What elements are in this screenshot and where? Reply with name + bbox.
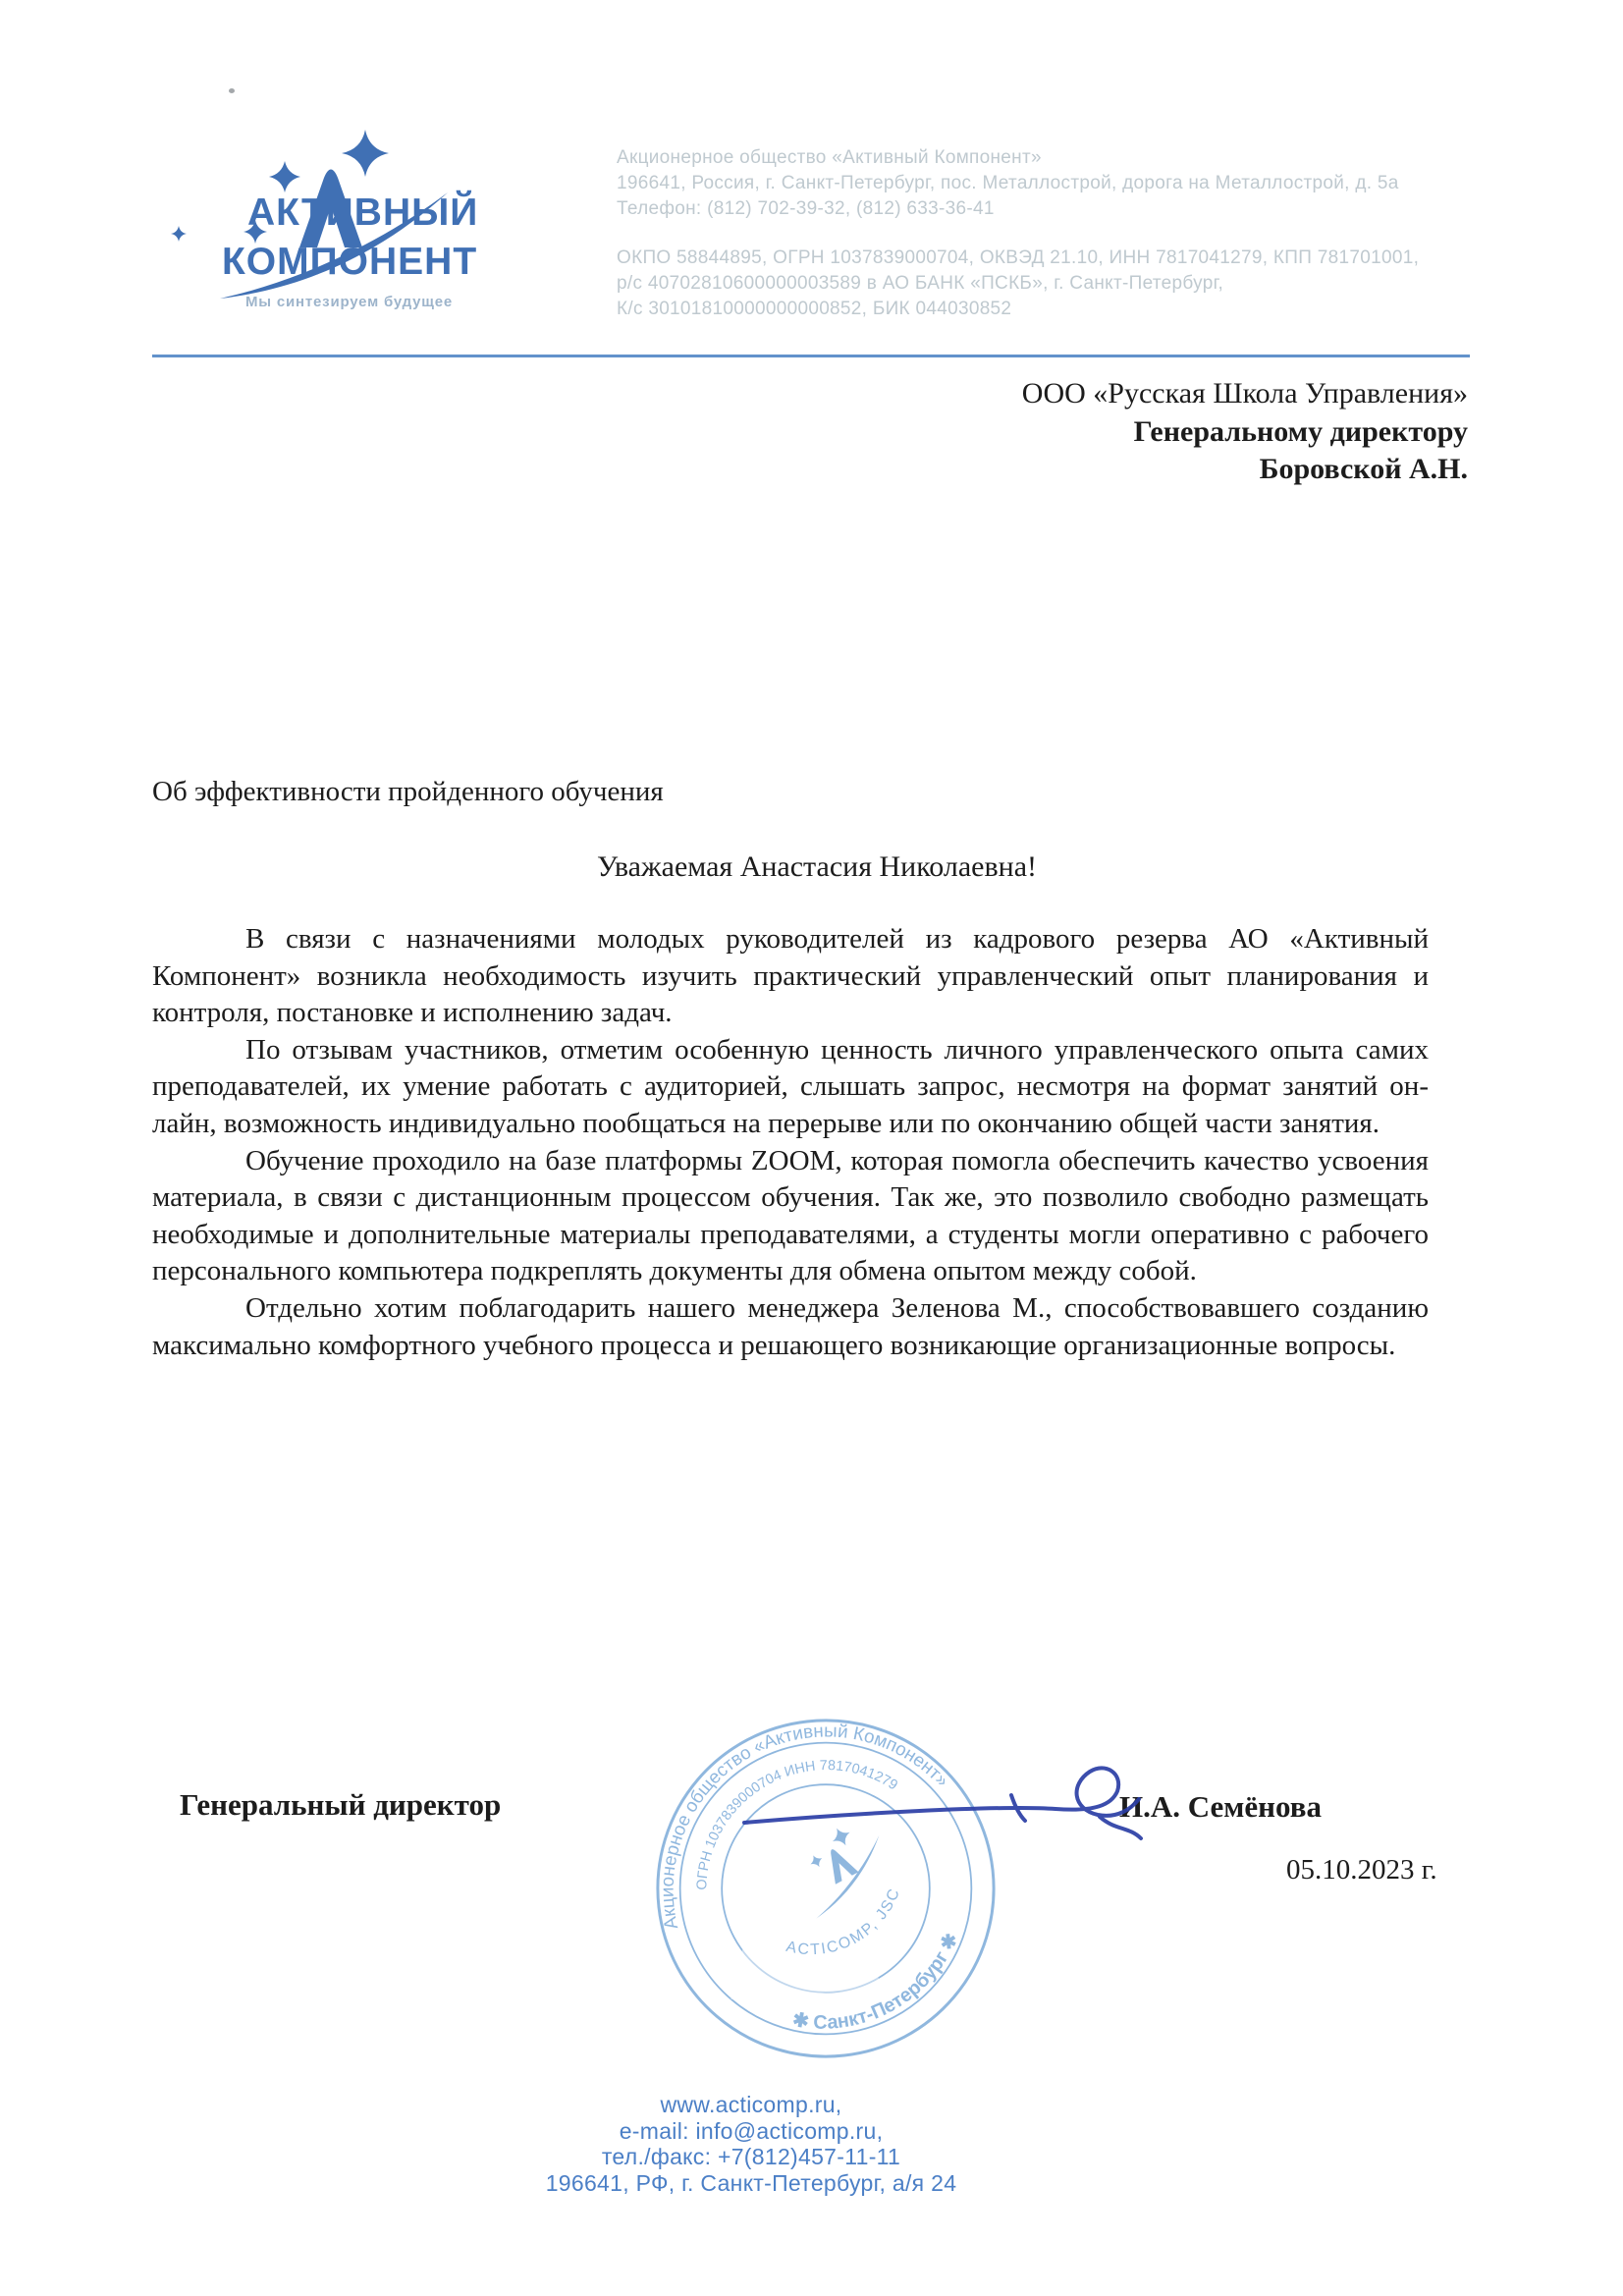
stamp-inner-text: ОГРН 1037839000704 ИНН 7817041279: [694, 1758, 900, 1890]
recipient-position: Генеральному директору: [1133, 414, 1468, 448]
star-icon: [171, 226, 187, 242]
corporate-info: [617, 145, 1481, 322]
corporate-info-block-1: [617, 145, 1481, 222]
paragraph: По отзывам участников, отметим особенную ценность личного управленческого опыта самих преподавателей, их умение работать с аудиторией, слышать запрос, несмотря на формат занятий он-лайн, возможность индивидуально пообщаться на перерыве или по окончанию общей части занятия.: [152, 1033, 1429, 1139]
stamp-city-text: ✱ Санкт-Петербург ✱: [790, 1930, 963, 2034]
star-icon: [269, 161, 300, 192]
corp-line: р/с 40702810600000003589 в АО БАНК «ПСКБ», г. Санкт-Петербург,: [617, 273, 1224, 294]
footer-email: e-mail: info@acticomp.ru,: [619, 2117, 884, 2144]
footer-website: www.acticomp.ru,: [660, 2092, 842, 2117]
logo-word-1: АКТИВНЫЙ: [247, 191, 479, 234]
corp-line: ОКПО 58844895, ОГРН 1037839000704, ОКВЭД 21.10, ИНН 7817041279, КПП 781701001,: [617, 247, 1420, 268]
signature-date: 05.10.2023 г.: [1286, 1854, 1437, 1886]
stamp-center-text: ACTICOMP, JSC: [784, 1885, 904, 1959]
paragraph: Обучение проходило на базе платформы ZOOM, которая помогла обеспечить качество усвоения материала, в связи с дистанционным процессом обучения. Так же, это позволило свободно размещать необходимые и дополнительные материалы преподавателями, а студенты могли оперативно с рабочего персонального компьютера подкреплять документы для обмена опытом между собой.: [152, 1144, 1429, 1287]
corporate-info-block-2: [617, 246, 1481, 322]
logo-tagline: Мы синтезируем будущее: [245, 294, 454, 310]
corp-line: К/с 30101810000000000852, БИК 044030852: [617, 299, 1012, 319]
recipient-company: ООО «Русская Школа Управления»: [1021, 377, 1468, 410]
greeting-line: Уважаемая Анастасия Николаевна!: [597, 850, 1038, 883]
handwritten-signature: [677, 1736, 1168, 1869]
company-logo: [157, 86, 481, 322]
corp-line: Акционерное общество «Активный Компонент»: [617, 147, 1042, 168]
paragraph: В связи с назначениями молодых руководителей из кадрового резерва АО «Активный Компонент» возникла необходимость изучить практический управленческий опыт планирования и контроля, постановке и исполнению задач.: [152, 923, 1429, 1029]
recipient-name: Боровской А.Н.: [1259, 453, 1468, 485]
footer-contacts: [20, 2092, 1483, 2196]
subject-line: Об эффективности пройденного обучения: [152, 776, 664, 807]
corp-line: Телефон: (812) 702-39-32, (812) 633-36-41: [617, 198, 995, 219]
stamp-ring-text: Акционерное общество «Активный Компонент»: [656, 1720, 953, 1932]
paragraph: Отдельно хотим поблагодарить нашего менеджера Зеленова М., способствовавшего созданию максимально комфортного учебного процесса и решающего возникающие организационные вопросы.: [152, 1291, 1429, 1361]
header-divider: [152, 355, 1470, 357]
corp-line: 196641, Россия, г. Санкт-Петербург, пос. Металлострой, дорога на Металлострой, д. 5а: [617, 173, 1399, 193]
signer-title: Генеральный директор: [180, 1787, 502, 1822]
footer-address: 196641, РФ, г. Санкт-Петербург, а/я 24: [545, 2169, 957, 2196]
logo-word-2: КОМПОНЕНТ: [222, 241, 478, 283]
footer-phone: тел./факс: +7(812)457-11-11: [601, 2144, 901, 2169]
signer-name: И.А. Семёнова: [1119, 1789, 1322, 1824]
letter-body: [152, 921, 1429, 1364]
signature-ink: [677, 1736, 1168, 1869]
recipient-block: [1022, 375, 1468, 489]
star-icon: [342, 130, 389, 177]
